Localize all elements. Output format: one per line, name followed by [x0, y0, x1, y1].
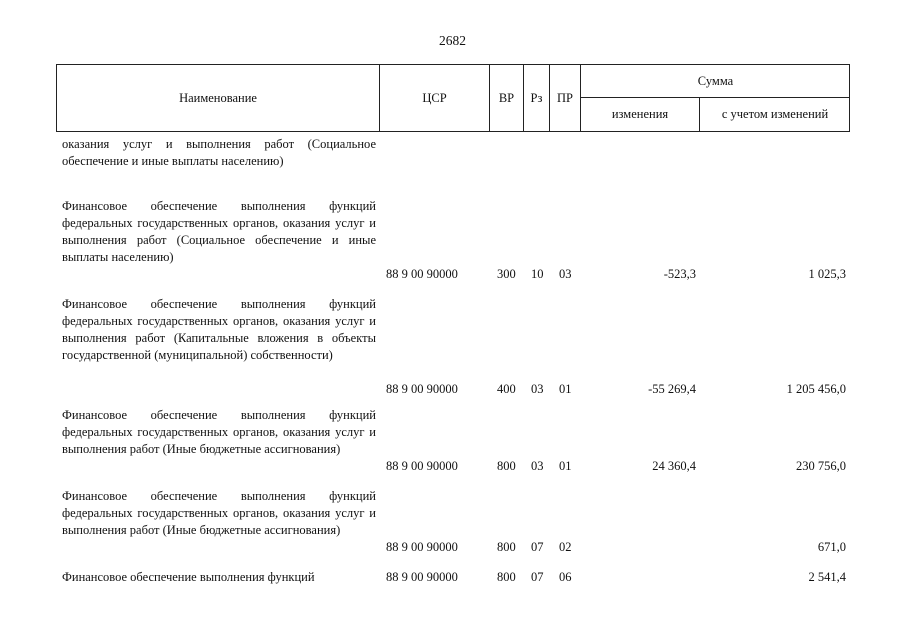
row-change: -55 269,4 [648, 382, 696, 396]
header-pr: ПР [550, 65, 581, 131]
row-name: оказания услуг и выполнения работ (Социальное обеспечение и иные выплаты населению) [62, 137, 376, 168]
header-change: изменения [581, 97, 700, 132]
row-total: 1 025,3 [808, 267, 846, 281]
row-pr: 02 [559, 540, 572, 554]
row-name: Финансовое обеспечение выполнения функций федеральных государственных органов, оказания услуг и выполнения работ (Иные бюджетные ассигнования) [62, 408, 376, 456]
header-name: Наименование [57, 65, 380, 131]
row-pr: 06 [559, 570, 572, 584]
row-csr: 88 9 00 90000 [386, 459, 458, 473]
row-vr: 400 [497, 382, 516, 396]
row-name: Финансовое обеспечение выполнения функций федеральных государственных органов, оказания услуг и выполнения работ (Капитальные вложения в объекты государственной (муниципальной) собственности) [62, 297, 376, 362]
row-vr: 800 [497, 570, 516, 584]
row-vr: 300 [497, 267, 516, 281]
row-change: 24 360,4 [652, 459, 696, 473]
row-pr: 01 [559, 382, 572, 396]
row-total: 230 756,0 [796, 459, 846, 473]
row-rz: 03 [531, 459, 544, 473]
page-number: 2682 [439, 33, 466, 48]
row-name: Финансовое обеспечение выполнения функций [62, 570, 315, 584]
row-total: 1 205 456,0 [786, 382, 846, 396]
header-csr: ЦСР [380, 65, 490, 131]
row-rz: 10 [531, 267, 544, 281]
row-rz: 07 [531, 570, 544, 584]
row-change: -523,3 [663, 267, 696, 281]
row-total: 671,0 [817, 540, 846, 554]
row-csr: 88 9 00 90000 [386, 267, 458, 281]
row-vr: 800 [497, 459, 516, 473]
header-with-changes: с учетом изменений [721, 107, 829, 122]
header-sum: Сумма [581, 65, 850, 98]
row-csr: 88 9 00 90000 [386, 382, 458, 396]
row-vr: 800 [497, 540, 516, 554]
row-rz: 07 [531, 540, 544, 554]
row-pr: 01 [559, 459, 572, 473]
header-rz: Рз [524, 65, 550, 131]
row-total: 2 541,4 [808, 570, 846, 584]
row-pr: 03 [559, 267, 572, 281]
row-csr: 88 9 00 90000 [386, 570, 458, 584]
row-name: Финансовое обеспечение выполнения функций федеральных государственных органов, оказания услуг и выполнения работ (Социальное обеспечение и иные выплаты населению) [62, 199, 376, 264]
row-csr: 88 9 00 90000 [386, 540, 458, 554]
row-rz: 03 [531, 382, 544, 396]
row-name: Финансовое обеспечение выполнения функций федеральных государственных органов, оказания услуг и выполнения работ (Иные бюджетные ассигнования) [62, 489, 376, 537]
table-header [56, 64, 850, 132]
header-vr: ВР [490, 65, 524, 131]
